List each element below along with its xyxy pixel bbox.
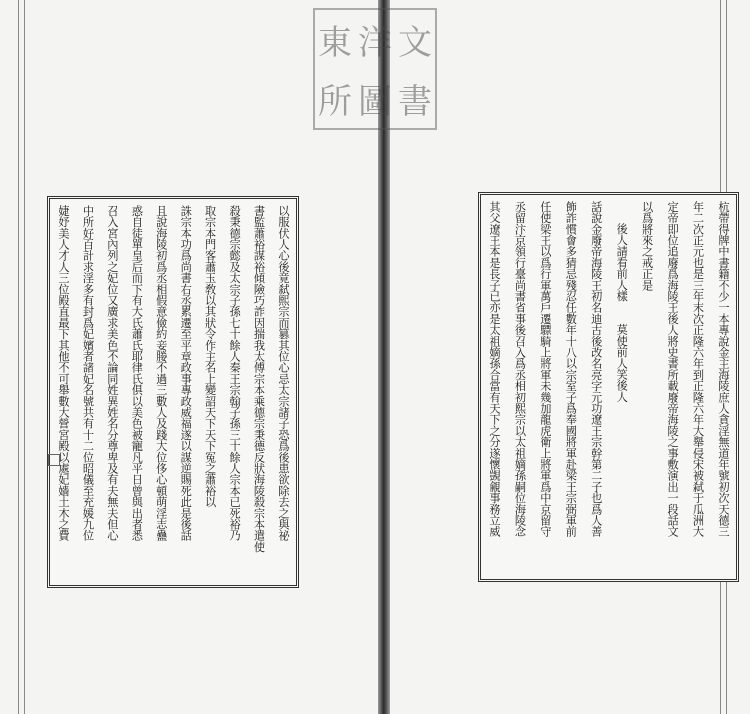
page-edge-line [24,0,25,714]
text-column: 取宗本門客蕭玉敎以其狀令作主名上變詔天下天下冤之蕭裕以 [203,205,217,508]
page-edge-line [18,0,19,714]
right-text-frame [478,192,739,582]
text-column: 召入宮內列之妃位又廣求美色不論同姓異姓名分尊卑及有夫無夫但心 [105,205,119,541]
text-column: 後人請看前人樣 莫使前人笑後人 [615,223,629,403]
seal-char: 文 [398,23,432,63]
seal-char: 洋 [358,23,392,63]
text-column: 任使梁王以爲行軍萬戶遷驃騎上將軍未幾加龍虎衛上將軍爲中京留守 [538,201,552,537]
text-column: 誅宗本功爲尚書右丞累遷至平章政事專政威福遂以謀逆賜死此是後話 [179,205,193,541]
library-seal-stamp [313,8,437,130]
text-column: 杭帶得牌中書籍不少一本專說金主海陵庶人貪淫無道年號初次天德三 [716,201,730,537]
seal-char: 東 [318,23,352,63]
text-column: 惑自徒單皇后而下有大氏蕭氏耶律氏俱以美色被寵凡平日曾與出者悉 [130,205,144,541]
seal-char: 圖 [358,82,392,122]
text-column: 其父遼王本是長子已亦是太祖嫡孫合當有天下之分遂懷覬覦事務立威 [488,201,501,537]
text-column: 婕妤美人才人三位殿直最下其他不可舉數大營宮殿以處妃嬙土木之費 [57,205,70,541]
text-column: 飾詐慣會多猜忌殘忍任數年十八以宗室子爲奉國將軍赴梁王宗弼軍前 [564,201,578,537]
text-column: 年二次正元也是三年末次正隆六年到正隆六年大舉侵宋被弑于瓜洲大 [691,201,705,537]
text-column: 以服伏人心後竟弑熙宗而篡其位心忌太宗諸子恐爲後患欲除去之與祕 [276,205,290,541]
text-column: 書監蕭裕謀裕傾險巧詐因揣我太傅宗本乘德宗秉德反狀海陵殺宗本遣使 [252,205,266,553]
text-column: 且說海陵初爲丞相假意儉約妾媵不過三數人及踐大位侈心頓萌淫志蠱 [154,205,168,541]
text-column: 話說金廢帝海陵王初名迪古後改名亮字元功遼王宗幹第二子也爲人善 [589,201,603,537]
fold-mark [48,454,60,466]
right-text-columns [487,201,730,573]
seal-char: 所 [318,82,352,122]
text-column: 丞留汴京領行臺尚書省事後召入爲丞相初熙宗以太祖嫡孫嗣位海陵念 [513,201,527,537]
seal-char: 書 [398,82,432,122]
left-text-frame [47,196,299,588]
text-column: 中所好百計求淫多有封爲妃嬪者諸妃名號共有十二位昭儀至充媛九位 [81,205,95,541]
left-text-columns [56,205,290,579]
text-column: 定帝即位追廢爲海陵王後人將史書所載廢帝海陵之事敷演出一段話文 [666,201,680,537]
text-column: 殺秉德宗懿及太宗子孫七十餘人秦王宗翰子孫三十餘人宗本已死裕乃 [228,205,242,541]
text-column: 以爲將來之戒正是 [640,201,654,291]
